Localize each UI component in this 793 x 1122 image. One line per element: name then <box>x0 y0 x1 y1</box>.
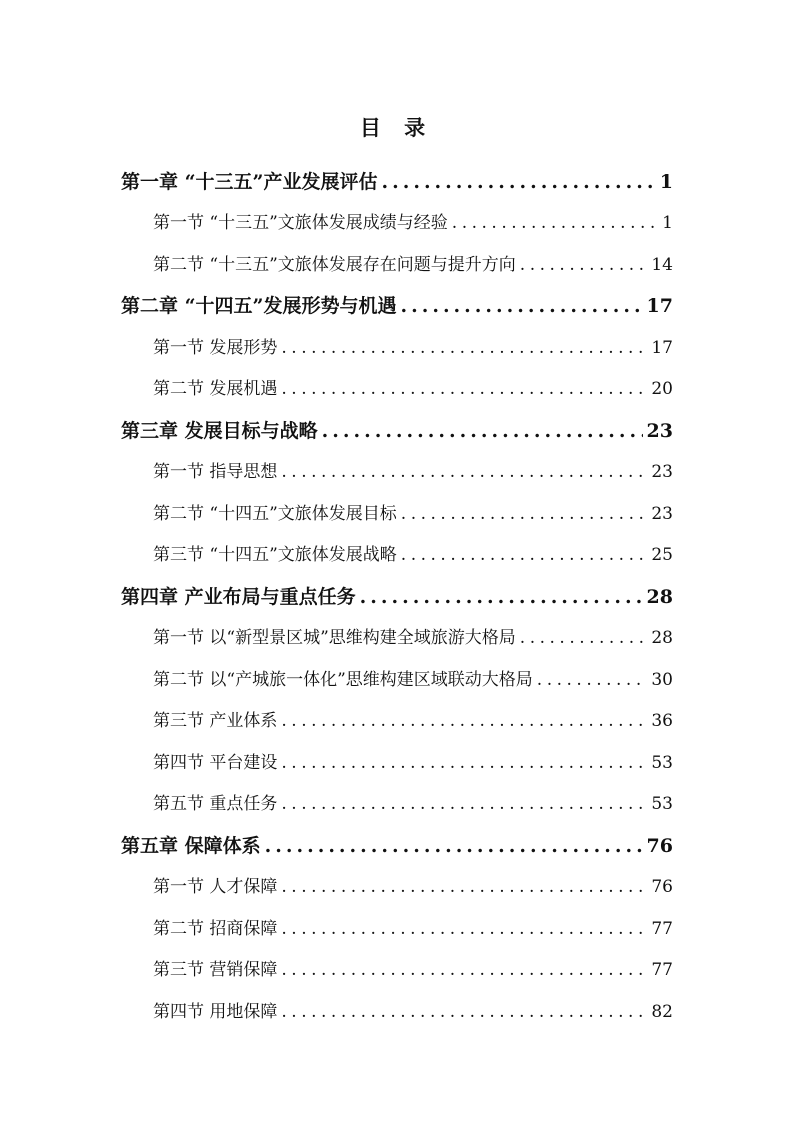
toc-entry-page: 53 <box>651 753 673 773</box>
toc-entry-section[interactable] <box>153 250 673 280</box>
toc-entry-section[interactable] <box>153 374 673 404</box>
dot-leader <box>281 374 647 404</box>
toc-entry-label: 第四节 平台建设 <box>153 753 278 773</box>
toc-entry-page: 30 <box>651 670 673 690</box>
toc-entry-page: 23 <box>651 504 673 524</box>
toc-entry-section[interactable] <box>153 208 673 238</box>
dot-leader <box>281 955 647 985</box>
dot-leader <box>281 872 647 902</box>
toc-entry-page: 1 <box>662 213 673 233</box>
dot-leader <box>265 831 643 861</box>
toc-entry-section[interactable] <box>153 955 673 985</box>
toc-entry-page: 20 <box>651 379 673 399</box>
toc-entry-label: 第一章 “十三五”产业发展评估 <box>121 171 378 193</box>
toc-entry-chapter-4[interactable] <box>121 582 673 612</box>
toc-entry-section[interactable] <box>153 540 673 570</box>
toc-entry-label: 第二节 招商保障 <box>153 919 278 939</box>
dot-leader <box>281 789 647 819</box>
toc-entry-page: 23 <box>651 462 673 482</box>
toc-entry-section[interactable] <box>153 997 673 1027</box>
toc-entry-label: 第二节 “十三五”文旅体发展存在问题与提升方向 <box>153 255 516 275</box>
toc-entry-label: 第二节 发展机遇 <box>153 379 278 399</box>
toc-entry-label: 第一节 指导思想 <box>153 462 278 482</box>
toc-entry-label: 第五节 重点任务 <box>153 794 278 814</box>
toc-entry-chapter-5[interactable] <box>121 831 673 861</box>
toc-entry-page: 77 <box>651 919 673 939</box>
toc-entry-label: 第五章 保障体系 <box>121 835 261 857</box>
dot-leader <box>360 582 643 612</box>
toc-entry-chapter-1[interactable] <box>121 167 673 197</box>
toc-entry-page: 28 <box>646 586 673 608</box>
dot-leader <box>537 665 648 695</box>
toc-entry-page: 1 <box>659 171 673 193</box>
dot-leader <box>281 748 647 778</box>
toc-entry-label: 第一节 “十三五”文旅体发展成绩与经验 <box>153 213 448 233</box>
toc-entry-section[interactable] <box>153 706 673 736</box>
dot-leader <box>400 291 642 321</box>
dot-leader <box>381 167 655 197</box>
toc-entry-section[interactable] <box>153 457 673 487</box>
toc-entry-page: 76 <box>646 835 673 857</box>
dot-leader <box>281 706 647 736</box>
toc-entry-label: 第四节 用地保障 <box>153 1002 278 1022</box>
toc-entry-label: 第三节 营销保障 <box>153 960 278 980</box>
dot-leader <box>281 457 647 487</box>
dot-leader <box>281 997 647 1027</box>
toc-entry-label: 第二节 以“产城旅一体化”思维构建区域联动大格局 <box>153 670 533 690</box>
toc-entry-page: 28 <box>651 628 673 648</box>
toc-entry-section[interactable] <box>153 789 673 819</box>
toc-entry-label: 第二章 “十四五”发展形势与机遇 <box>121 295 397 317</box>
dot-leader <box>520 250 648 280</box>
toc-entry-page: 36 <box>651 711 673 731</box>
toc-entry-page: 17 <box>651 338 673 358</box>
toc-entry-section[interactable] <box>153 499 673 529</box>
toc-entry-label: 第四章 产业布局与重点任务 <box>121 586 356 608</box>
toc-entry-section[interactable] <box>153 872 673 902</box>
toc-entry-page: 77 <box>651 960 673 980</box>
page-title: 目 录 <box>359 115 434 140</box>
toc-entry-section[interactable] <box>153 623 673 653</box>
toc-entry-page: 25 <box>651 545 673 565</box>
toc-entry-page: 82 <box>651 1002 673 1022</box>
toc-entry-label: 第二节 “十四五”文旅体发展目标 <box>153 504 397 524</box>
dot-leader <box>281 333 647 363</box>
dot-leader <box>452 208 658 238</box>
toc-entry-section[interactable] <box>153 665 673 695</box>
toc-entry-page: 17 <box>646 295 673 317</box>
toc-entry-label: 第一节 发展形势 <box>153 338 278 358</box>
dot-leader <box>281 914 647 944</box>
toc-entry-section[interactable] <box>153 748 673 778</box>
toc-entry-chapter-3[interactable] <box>121 416 673 446</box>
toc-entry-label: 第一节 人才保障 <box>153 877 278 897</box>
toc-entry-label: 第一节 以“新型景区城”思维构建全域旅游大格局 <box>153 628 516 648</box>
toc-entry-page: 23 <box>646 420 673 442</box>
dot-leader <box>520 623 648 653</box>
dot-leader <box>401 499 648 529</box>
dot-leader <box>322 416 643 446</box>
toc-entry-chapter-2[interactable] <box>121 291 673 321</box>
toc-entry-page: 14 <box>651 255 673 275</box>
toc-entry-page: 76 <box>651 877 673 897</box>
toc-entry-label: 第三节 “十四五”文旅体发展战略 <box>153 545 397 565</box>
toc-entry-section[interactable] <box>153 333 673 363</box>
toc-entry-page: 53 <box>651 794 673 814</box>
toc-entry-label: 第三章 发展目标与战略 <box>121 420 318 442</box>
toc-entry-section[interactable] <box>153 914 673 944</box>
dot-leader <box>401 540 648 570</box>
toc-entry-label: 第三节 产业体系 <box>153 711 278 731</box>
